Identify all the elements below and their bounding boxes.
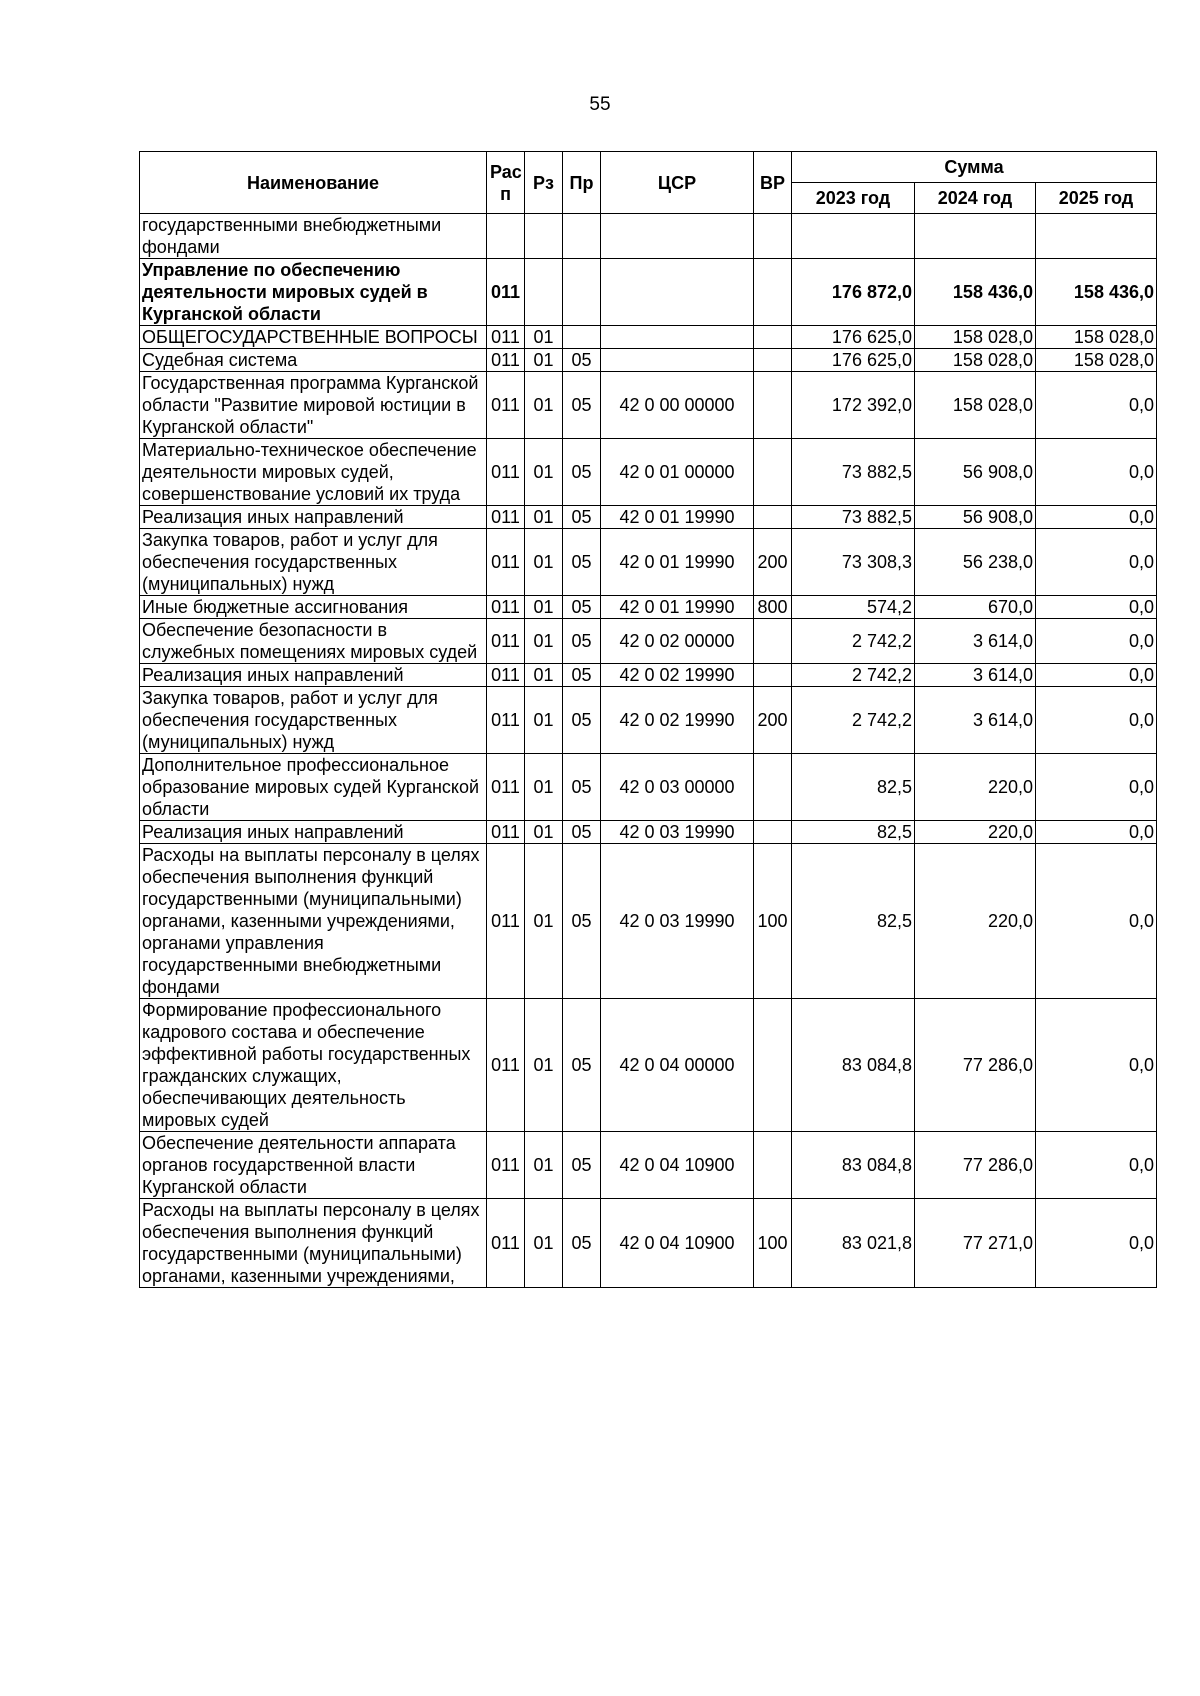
cell-rasp: 011 xyxy=(487,596,525,619)
table-row xyxy=(140,821,1157,844)
cell-sum-2023: 176 872,0 xyxy=(792,259,915,326)
cell-csr: 42 0 02 19990 xyxy=(601,664,754,687)
cell-sum-2025: 0,0 xyxy=(1036,439,1157,506)
cell-sum-2023: 176 625,0 xyxy=(792,326,915,349)
cell-sum-2025: 0,0 xyxy=(1036,1199,1157,1288)
cell-sum-2024: 158 028,0 xyxy=(915,326,1036,349)
cell-pr: 05 xyxy=(563,506,601,529)
cell-sum-2023: 82,5 xyxy=(792,821,915,844)
cell-rz: 01 xyxy=(525,754,563,821)
table-row xyxy=(140,1132,1157,1199)
cell-sum-2023: 73 882,5 xyxy=(792,439,915,506)
cell-sum-2024: 158 436,0 xyxy=(915,259,1036,326)
cell-csr: 42 0 04 00000 xyxy=(601,999,754,1132)
cell-pr xyxy=(563,326,601,349)
cell-vr xyxy=(754,372,792,439)
cell-name: Обеспечение безопасности в служебных помещениях мировых судей xyxy=(140,619,487,664)
table-row xyxy=(140,619,1157,664)
header-vr: ВР xyxy=(754,152,792,214)
cell-pr: 05 xyxy=(563,1132,601,1199)
cell-sum-2025: 0,0 xyxy=(1036,529,1157,596)
table-row xyxy=(140,664,1157,687)
cell-vr xyxy=(754,506,792,529)
header-pr: Пр xyxy=(563,152,601,214)
table-row xyxy=(140,326,1157,349)
header-name: Наименование xyxy=(140,152,487,214)
cell-csr xyxy=(601,349,754,372)
table-row xyxy=(140,349,1157,372)
cell-sum-2025: 0,0 xyxy=(1036,999,1157,1132)
table-row xyxy=(140,1199,1157,1288)
cell-sum-2024: 670,0 xyxy=(915,596,1036,619)
table-body xyxy=(140,214,1157,1288)
cell-rasp: 011 xyxy=(487,844,525,999)
cell-sum-2025: 0,0 xyxy=(1036,1132,1157,1199)
cell-sum-2025: 0,0 xyxy=(1036,372,1157,439)
cell-sum-2025: 0,0 xyxy=(1036,619,1157,664)
cell-sum-2025: 158 028,0 xyxy=(1036,326,1157,349)
cell-pr: 05 xyxy=(563,439,601,506)
cell-csr: 42 0 03 00000 xyxy=(601,754,754,821)
cell-rz: 01 xyxy=(525,506,563,529)
cell-csr: 42 0 03 19990 xyxy=(601,844,754,999)
table-row xyxy=(140,259,1157,326)
cell-rz: 01 xyxy=(525,326,563,349)
cell-name: государственными внебюджетными фондами xyxy=(140,214,487,259)
cell-name: Расходы на выплаты персоналу в целях обеспечения выполнения функций государственными (муниципальными) органами, казенными учреждениями, xyxy=(140,1199,487,1288)
cell-sum-2024: 220,0 xyxy=(915,754,1036,821)
cell-sum-2023: 176 625,0 xyxy=(792,349,915,372)
cell-sum-2024: 220,0 xyxy=(915,844,1036,999)
cell-sum-2023: 73 882,5 xyxy=(792,506,915,529)
cell-rz: 01 xyxy=(525,999,563,1132)
table-row xyxy=(140,844,1157,999)
table-row xyxy=(140,506,1157,529)
cell-csr xyxy=(601,259,754,326)
cell-vr xyxy=(754,214,792,259)
cell-name: Судебная система xyxy=(140,349,487,372)
cell-pr: 05 xyxy=(563,844,601,999)
cell-sum-2025: 0,0 xyxy=(1036,506,1157,529)
cell-name: Закупка товаров, работ и услуг для обеспечения государственных (муниципальных) нужд xyxy=(140,687,487,754)
cell-sum-2024: 77 286,0 xyxy=(915,999,1036,1132)
table-row xyxy=(140,596,1157,619)
cell-rz xyxy=(525,259,563,326)
header-rasp: Рас п xyxy=(487,152,525,214)
cell-rz: 01 xyxy=(525,844,563,999)
cell-name: Иные бюджетные ассигнования xyxy=(140,596,487,619)
cell-rasp: 011 xyxy=(487,372,525,439)
cell-rasp: 011 xyxy=(487,326,525,349)
header-rz: Рз xyxy=(525,152,563,214)
cell-pr xyxy=(563,214,601,259)
cell-name: Реализация иных направлений xyxy=(140,821,487,844)
cell-rasp: 011 xyxy=(487,754,525,821)
cell-csr xyxy=(601,326,754,349)
cell-rz: 01 xyxy=(525,372,563,439)
page-number: 55 xyxy=(589,94,611,115)
cell-name: Материально-техническое обеспечение деятельности мировых судей, совершенствование условий их труда xyxy=(140,439,487,506)
cell-csr: 42 0 01 19990 xyxy=(601,506,754,529)
cell-name: Закупка товаров, работ и услуг для обеспечения государственных (муниципальных) нужд xyxy=(140,529,487,596)
cell-rasp: 011 xyxy=(487,349,525,372)
header-sum: Сумма xyxy=(792,152,1157,183)
cell-rasp: 011 xyxy=(487,529,525,596)
cell-vr xyxy=(754,326,792,349)
cell-rz: 01 xyxy=(525,529,563,596)
cell-pr: 05 xyxy=(563,619,601,664)
cell-csr: 42 0 01 00000 xyxy=(601,439,754,506)
cell-sum-2025: 0,0 xyxy=(1036,754,1157,821)
cell-name: ОБЩЕГОСУДАРСТВЕННЫЕ ВОПРОСЫ xyxy=(140,326,487,349)
cell-pr: 05 xyxy=(563,687,601,754)
cell-pr xyxy=(563,259,601,326)
table-row xyxy=(140,999,1157,1132)
table-row xyxy=(140,529,1157,596)
cell-vr xyxy=(754,349,792,372)
table-row xyxy=(140,439,1157,506)
cell-rasp: 011 xyxy=(487,821,525,844)
cell-rz: 01 xyxy=(525,687,563,754)
cell-rasp: 011 xyxy=(487,259,525,326)
cell-sum-2025: 0,0 xyxy=(1036,821,1157,844)
cell-rasp: 011 xyxy=(487,1132,525,1199)
cell-pr: 05 xyxy=(563,754,601,821)
table-row xyxy=(140,372,1157,439)
cell-sum-2024: 158 028,0 xyxy=(915,372,1036,439)
cell-sum-2024: 56 908,0 xyxy=(915,506,1036,529)
cell-rasp: 011 xyxy=(487,506,525,529)
cell-sum-2024: 77 286,0 xyxy=(915,1132,1036,1199)
cell-rasp: 011 xyxy=(487,664,525,687)
cell-vr: 200 xyxy=(754,529,792,596)
cell-vr xyxy=(754,439,792,506)
cell-sum-2025 xyxy=(1036,214,1157,259)
cell-rz: 01 xyxy=(525,821,563,844)
cell-sum-2024: 220,0 xyxy=(915,821,1036,844)
cell-name: Управление по обеспечению деятельности мировых судей в Курганской области xyxy=(140,259,487,326)
cell-vr xyxy=(754,259,792,326)
cell-rz: 01 xyxy=(525,1132,563,1199)
cell-sum-2023: 2 742,2 xyxy=(792,687,915,754)
cell-sum-2024: 56 908,0 xyxy=(915,439,1036,506)
cell-vr xyxy=(754,821,792,844)
header-2025: 2025 год xyxy=(1036,183,1157,214)
cell-vr xyxy=(754,664,792,687)
cell-pr: 05 xyxy=(563,529,601,596)
table-row xyxy=(140,754,1157,821)
cell-rz: 01 xyxy=(525,664,563,687)
cell-sum-2024 xyxy=(915,214,1036,259)
cell-rasp: 011 xyxy=(487,1199,525,1288)
cell-sum-2023: 83 084,8 xyxy=(792,999,915,1132)
cell-pr: 05 xyxy=(563,372,601,439)
cell-vr: 200 xyxy=(754,687,792,754)
cell-sum-2024: 3 614,0 xyxy=(915,664,1036,687)
cell-name: Реализация иных направлений xyxy=(140,664,487,687)
cell-pr: 05 xyxy=(563,349,601,372)
cell-sum-2025: 0,0 xyxy=(1036,664,1157,687)
cell-vr: 100 xyxy=(754,844,792,999)
header-2023: 2023 год xyxy=(792,183,915,214)
cell-sum-2025: 158 436,0 xyxy=(1036,259,1157,326)
cell-csr: 42 0 03 19990 xyxy=(601,821,754,844)
cell-vr xyxy=(754,999,792,1132)
cell-sum-2023: 82,5 xyxy=(792,754,915,821)
cell-vr: 100 xyxy=(754,1199,792,1288)
cell-pr: 05 xyxy=(563,1199,601,1288)
cell-vr xyxy=(754,754,792,821)
cell-sum-2024: 158 028,0 xyxy=(915,349,1036,372)
cell-sum-2023 xyxy=(792,214,915,259)
cell-rasp: 011 xyxy=(487,687,525,754)
cell-rz: 01 xyxy=(525,619,563,664)
cell-csr: 42 0 02 00000 xyxy=(601,619,754,664)
table-row xyxy=(140,687,1157,754)
cell-pr: 05 xyxy=(563,596,601,619)
cell-name: Реализация иных направлений xyxy=(140,506,487,529)
cell-sum-2024: 3 614,0 xyxy=(915,619,1036,664)
cell-sum-2023: 83 021,8 xyxy=(792,1199,915,1288)
cell-rasp: 011 xyxy=(487,999,525,1132)
cell-sum-2024: 3 614,0 xyxy=(915,687,1036,754)
header-2024: 2024 год xyxy=(915,183,1036,214)
cell-sum-2024: 77 271,0 xyxy=(915,1199,1036,1288)
table-row xyxy=(140,214,1157,259)
cell-name: Формирование профессионального кадрового состава и обеспечение эффективной работы государственных гражданских служащих, обеспечивающих деятельность мировых судей xyxy=(140,999,487,1132)
cell-sum-2023: 83 084,8 xyxy=(792,1132,915,1199)
cell-pr: 05 xyxy=(563,664,601,687)
cell-vr: 800 xyxy=(754,596,792,619)
cell-rz: 01 xyxy=(525,439,563,506)
cell-name: Дополнительное профессиональное образование мировых судей Курганской области xyxy=(140,754,487,821)
cell-sum-2023: 172 392,0 xyxy=(792,372,915,439)
cell-sum-2023: 2 742,2 xyxy=(792,664,915,687)
cell-sum-2023: 574,2 xyxy=(792,596,915,619)
cell-sum-2025: 0,0 xyxy=(1036,596,1157,619)
cell-sum-2025: 0,0 xyxy=(1036,687,1157,754)
cell-name: Государственная программа Курганской области "Развитие мировой юстиции в Курганской области" xyxy=(140,372,487,439)
cell-csr: 42 0 04 10900 xyxy=(601,1132,754,1199)
cell-rz: 01 xyxy=(525,349,563,372)
cell-sum-2025: 0,0 xyxy=(1036,844,1157,999)
cell-csr: 42 0 01 19990 xyxy=(601,529,754,596)
cell-vr xyxy=(754,1132,792,1199)
cell-pr: 05 xyxy=(563,821,601,844)
budget-table xyxy=(139,151,1157,1288)
cell-sum-2023: 82,5 xyxy=(792,844,915,999)
cell-csr: 42 0 00 00000 xyxy=(601,372,754,439)
cell-rasp: 011 xyxy=(487,439,525,506)
cell-sum-2023: 73 308,3 xyxy=(792,529,915,596)
cell-rz: 01 xyxy=(525,1199,563,1288)
cell-csr: 42 0 02 19990 xyxy=(601,687,754,754)
cell-rasp xyxy=(487,214,525,259)
cell-sum-2024: 56 238,0 xyxy=(915,529,1036,596)
cell-csr: 42 0 01 19990 xyxy=(601,596,754,619)
cell-vr xyxy=(754,619,792,664)
cell-csr: 42 0 04 10900 xyxy=(601,1199,754,1288)
header-csr: ЦСР xyxy=(601,152,754,214)
cell-rz xyxy=(525,214,563,259)
cell-pr: 05 xyxy=(563,999,601,1132)
cell-name: Расходы на выплаты персоналу в целях обеспечения выполнения функций государственными (муниципальными) органами, казенными учреждениями, органами управления государственными внебюджетными фондами xyxy=(140,844,487,999)
cell-rasp: 011 xyxy=(487,619,525,664)
cell-sum-2023: 2 742,2 xyxy=(792,619,915,664)
cell-csr xyxy=(601,214,754,259)
cell-sum-2025: 158 028,0 xyxy=(1036,349,1157,372)
cell-rz: 01 xyxy=(525,596,563,619)
cell-name: Обеспечение деятельности аппарата органов государственной власти Курганской области xyxy=(140,1132,487,1199)
